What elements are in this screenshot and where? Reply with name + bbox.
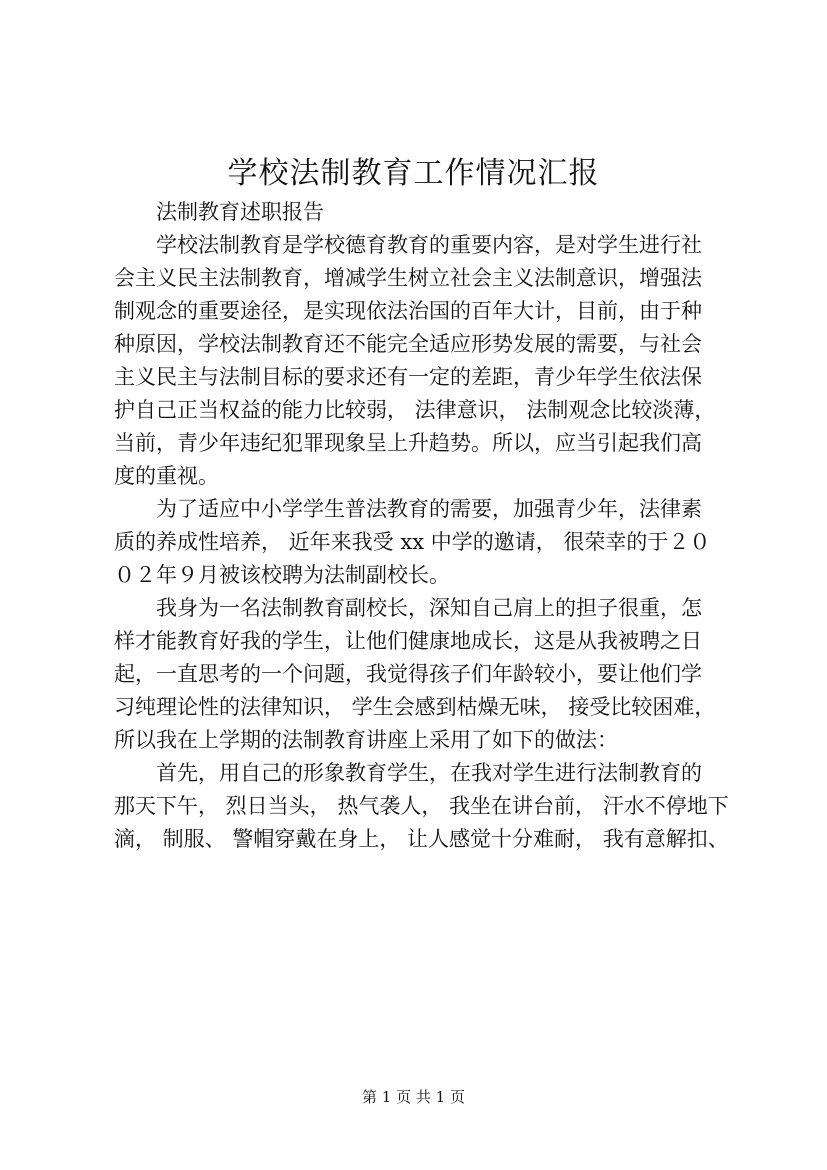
paragraph-line: 制观念的重要途径，是实现依法治国的百年大计，目前，由于种 bbox=[114, 299, 702, 323]
paragraph-line: 会主义民主法制教育，增减学生树立社会主义法制意识，增强法 bbox=[114, 266, 702, 290]
paragraph-line: 质的养成性培养， 近年来我受 xx 中学的邀请， 很荣幸的于２０ bbox=[114, 530, 711, 554]
paragraph-line: 学校法制教育是学校德育教育的重要内容，是对学生进行社 bbox=[156, 233, 702, 257]
paragraph-line: 主义民主与法制目标的要求还有一定的差距，青少年学生依法保 bbox=[114, 365, 702, 389]
paragraph-line: 为了适应中小学学生普法教育的需要，加强青少年，法律素 bbox=[156, 497, 702, 521]
paragraph-line: 我身为一名法制教育副校长，深知自己肩上的担子很重，怎 bbox=[156, 596, 702, 620]
paragraph-line: 所以我在上学期的法制教育讲座上采用了如下的做法： bbox=[114, 728, 618, 752]
paragraph-line: 习纯理论性的法律知识， 学生会感到枯燥无味， 接受比较困难， bbox=[114, 695, 716, 719]
paragraph-line: 样才能教育好我的学生，让他们健康地成长，这是从我被聘之日 bbox=[114, 629, 702, 653]
document-body bbox=[114, 196, 729, 856]
paragraph-line: 首先，用自己的形象教育学生，在我对学生进行法制教育的 bbox=[156, 761, 702, 785]
paragraph-line: 度的重视。 bbox=[114, 464, 219, 488]
paragraph-line: 起，一直思考的一个问题，我觉得孩子们年龄较小，要让他们学 bbox=[114, 662, 702, 686]
paragraph-line: 种原因，学校法制教育还不能完全适应形势发展的需要，与社会 bbox=[114, 332, 702, 356]
paragraph-line: 滴， 制服、 警帽穿戴在身上， 让人感觉十分难耐， 我有意解扣、 bbox=[114, 827, 729, 851]
subtitle-line: 法制教育述职报告 bbox=[156, 200, 324, 224]
document-title: 学校法制教育工作情况汇报 bbox=[227, 156, 600, 191]
page-number-footer: 第 1 页 共 1 页 bbox=[362, 1088, 465, 1106]
paragraph-line: ０２年９月被该校聘为法制副校长。 bbox=[114, 563, 450, 587]
paragraph-line: 护自己正当权益的能力比较弱， 法律意识， 法制观念比较淡薄， bbox=[114, 398, 716, 422]
paragraph-line: 当前，青少年违纪犯罪现象呈上升趋势。所以，应当引起我们高 bbox=[114, 431, 702, 455]
paragraph-line: 那天下午， 烈日当头， 热气袭人， 我坐在讲台前， 汗水不停地下 bbox=[114, 794, 729, 818]
